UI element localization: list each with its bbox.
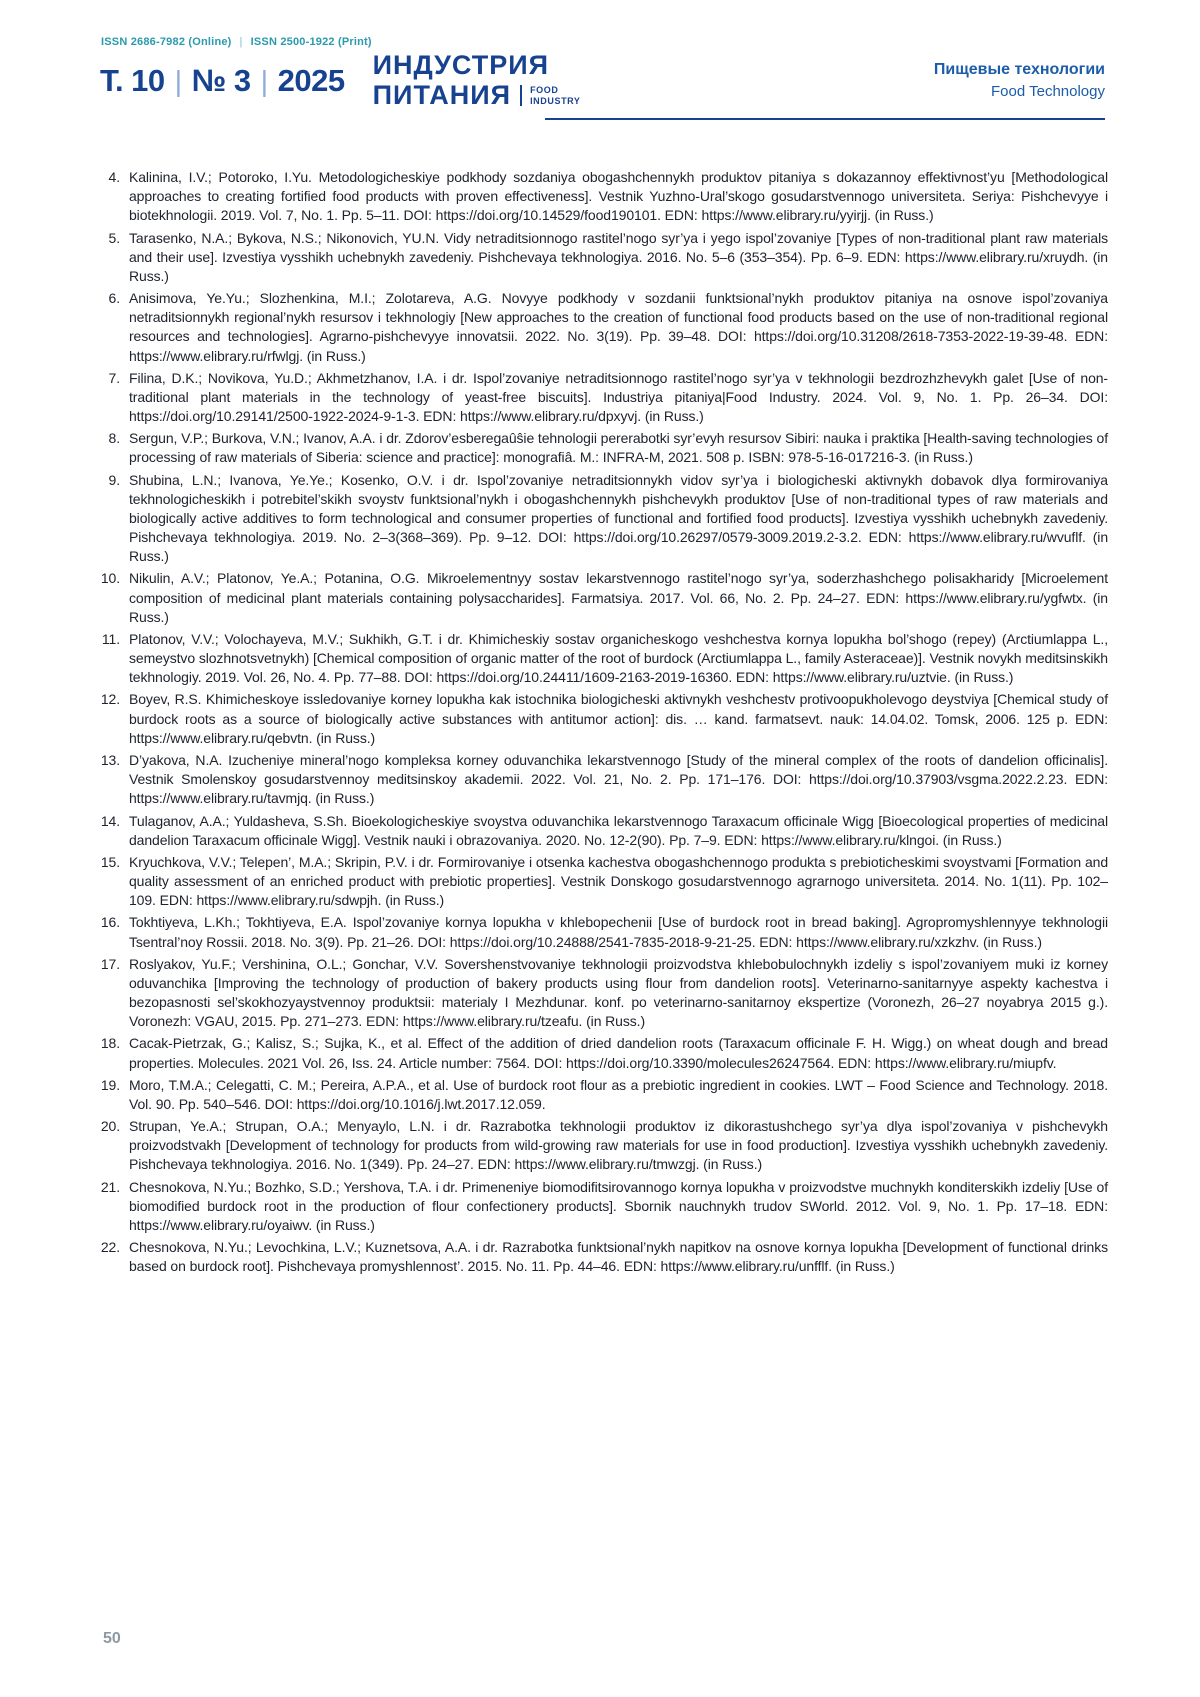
reference-item bbox=[100, 853, 1108, 911]
reference-text: Roslyakov, Yu.F.; Vershinina, O.L.; Gonchar, V.V. Sovershenstvovaniye tekhnologii proizvodstva khlebobulochnykh izdeliy s ispol’zovaniyem muki iz korney oduvanchika [Improving the technology of production of bakery products using flour from dandelion roots]. Veterinarno-sanitarnyye aspekty kachestva i bezopasnosti sel’skokhozyaystvennoy produktsii: materialy I Mezhdunar. konf. po veterinarno-sanitarnoy ekspertize (Voronezh, 26–27 noyabrya 2015 g.). Voronezh: VGAU, 2015. Pp. 271–273. EDN: https://www.elibrary.ru/tzeafu. (in Russ.) bbox=[129, 955, 1108, 1030]
reference-item bbox=[100, 168, 1108, 226]
issn-line bbox=[101, 36, 372, 48]
reference-number: 14. bbox=[100, 812, 120, 829]
reference-number: 11. bbox=[101, 630, 120, 647]
section-label bbox=[934, 61, 1105, 100]
reference-number: 18. bbox=[100, 1035, 120, 1052]
reference-item bbox=[100, 1076, 1108, 1114]
reference-text: D’yakova, N.A. Izucheniye mineral’nogo kompleksa korney oduvanchika lekarstvennogo [Study of the mineral complex of the roots of dandelion officinalis]. Vestnik Smolenskoy gosudarstvennoy meditsinskoy akademii. 2022. Vol. 21, No. 2. Pp. 171–176. DOI: https://doi.org/10.37903/vsgma.2022.2.23. EDN: https://www.elibrary.ru/tavmjq. (in Russ.) bbox=[129, 751, 1108, 807]
volume-label: Т. 10 bbox=[100, 62, 165, 98]
issn-divider: | bbox=[239, 36, 243, 48]
page-header bbox=[100, 52, 1105, 109]
reference-item bbox=[100, 913, 1108, 951]
issn-print: ISSN 2500-1922 (Print) bbox=[250, 36, 372, 48]
reference-text: Filina, D.K.; Novikova, Yu.D.; Akhmetzhanov, I.A. i dr. Ispol’zovaniye netraditsionnogo rastitel’nogo syr’ya v tekhnologii bezdrozhzhevykh galet [Use of non-traditional plant materials in the technology of yeast-free biscuits]. Industriya pitaniya|Food Industry. 2024. Vol. 9, No. 1. Pp. 26–34. DOI: https://doi.org/10.29141/2500-1922-2024-9-1-3. EDN: https://www.elibrary.ru/dpxyvj. (in Russ.) bbox=[129, 369, 1108, 425]
reference-number: 20. bbox=[100, 1118, 120, 1135]
reference-text: Chesnokova, N.Yu.; Bozhko, S.D.; Yershova, T.A. i dr. Primeneniye biomodifitsirovannogo kornya lopukha v proizvodstve muchnykh konditerskikh izdeliy [Use of biomodified burdock root in the production of flour confectionery products]. Sbornik nauchnykh trudov SWorld. 2012. Vol. 9, No. 1. Pp. 17–18. EDN: https://www.elibrary.ru/oyaiwv. (in Russ.) bbox=[129, 1178, 1108, 1233]
reference-item bbox=[100, 955, 1108, 1032]
reference-text: Sergun, V.P.; Burkova, V.N.; Ivanov, A.A. i dr. Zdorov’esberegaûŝie tehnologii pererabotki syr’evyh resursov Sibiri: nauka i praktika [Health-saving technologies of processing of raw materials of Siberia: science and practice]: monografiâ. M.: INFRA-M, 2021. 508 p. ISBN: 978-5-16-017216-3. (in Russ.) bbox=[129, 430, 1108, 466]
reference-number: 6. bbox=[108, 290, 120, 307]
reference-item bbox=[100, 1238, 1108, 1276]
journal-title-ru-line2: ПИТАНИЯ bbox=[372, 80, 512, 110]
volume-divider-icon: | bbox=[174, 65, 182, 98]
reference-number: 8. bbox=[108, 430, 120, 447]
reference-item bbox=[100, 1034, 1108, 1072]
reference-item bbox=[100, 289, 1108, 366]
journal-title bbox=[373, 52, 581, 109]
reference-number: 9. bbox=[108, 471, 120, 488]
reference-item bbox=[100, 1117, 1108, 1175]
reference-text: Kryuchkova, V.V.; Telepen’, M.A.; Skripin, P.V. i dr. Formirovaniye i otsenka kachestva obogashchennogo produkta s prebioticheskimi svoystvami [Formation and quality assessment of an enriched product with prebiotic properties]. Vestnik Donskogo gosudarstvennogo agrarnogo universiteta. 2014. No. 1(11). Pp. 102–109. EDN: https://www.elibrary.ru/sdwpjh. (in Russ.) bbox=[129, 853, 1108, 909]
reference-item bbox=[100, 429, 1108, 467]
reference-number: 12. bbox=[100, 691, 120, 708]
reference-text: Nikulin, A.V.; Platonov, Ye.A.; Potanina, O.G. Mikroelementnyy sostav lekarstvennogo rastitel’nogo syr’ya, soderzhashchego polisakharidy [Microelement composition of medicinal plant materials containing polysaccharides]. Farmatsiya. 2017. Vol. 66, No. 2. Pp. 24–27. EDN: https://www.elibrary.ru/ygfwtx. (in Russ.) bbox=[129, 570, 1108, 625]
page-number: 50 bbox=[103, 1630, 121, 1647]
reference-item bbox=[100, 1178, 1108, 1236]
reference-text: Anisimova, Ye.Yu.; Slozhenkina, M.I.; Zolotareva, A.G. Novyye podkhody v sozdanii funktsional’nykh produktov pitaniya na osnove ispol’zovaniya netraditsionnykh regional’nykh resursov i tekhnologiy [New approaches to the creation of functional food products based on the use of non-traditional regional resources and technologies]. Agrarno-pishchevyye innovatsii. 2022. No. 3(19). Pp. 39–48. DOI: https://doi.org/10.31208/2618-7353-2022-19-39-48. EDN: https://www.elibrary.ru/rfwlgj. (in Russ.) bbox=[129, 290, 1108, 364]
reference-number: 5. bbox=[108, 229, 120, 246]
reference-number: 15. bbox=[100, 853, 120, 870]
reference-number: 4. bbox=[108, 169, 120, 185]
reference-item bbox=[100, 569, 1108, 627]
reference-item bbox=[100, 471, 1108, 567]
issue-divider-icon: | bbox=[260, 65, 268, 98]
journal-title-en-line2: INDUSTRY bbox=[530, 95, 581, 106]
reference-number: 16. bbox=[100, 914, 120, 931]
reference-text: Platonov, V.V.; Volochayeva, M.V.; Sukhikh, G.T. i dr. Khimicheskiy sostav organicheskogo veshchestva kornya lopukha bol’shogo (repey) (Arctiumlappa L., semeystvo slozhnotsvetnykh) [Chemical composition of organic matter of the root of burdock (Arctiumlappa L., family Asteraceae)]. Vestnik novykh meditsinskikh tekhnologiy. 2019. Vol. 26, No. 4. Pp. 77–88. DOI: https://doi.org/10.24411/1609-2163-2019-16360. EDN: https://www.elibrary.ru/uztvie. (in Russ.) bbox=[129, 630, 1108, 686]
reference-number: 13. bbox=[100, 751, 120, 768]
reference-text: Shubina, L.N.; Ivanova, Ye.Ye.; Kosenko, O.V. i dr. Ispol’zovaniye netraditsionnykh vidov syr’ya i biologicheski aktivnykh dobavok dlya formirovaniya tekhnologicheskikh i potrebitel’skikh svoystv funktsional’nykh i obogashchennykh pishchevykh produktov [Use of non-traditional types of raw materials and biologically active additives to form technological and consumer properties of functional and fortified food products]. Izvestiya vysshikh uchebnykh zavedeniy. Pishchevaya tekhnologiya. 2019. No. 2–3(368–369). Pp. 9–12. DOI: https://doi.org/10.26297/0579-3009.2019.2-3.2. EDN: https://www.elibrary.ru/wvuflf. (in Russ.) bbox=[129, 471, 1108, 565]
reference-text: Tulaganov, A.A.; Yuldasheva, S.Sh. Bioekologicheskiye svoystva oduvanchika lekarstvennogo Taraxacum officinale Wigg [Bioecological properties of medicinal dandelion Taraxacum officinale Wigg]. Vestnik nauki i obrazovaniya. 2020. No. 12-2(90). Pp. 7–9. EDN: https://www.elibrary.ru/klngoi. (in Russ.) bbox=[129, 812, 1108, 848]
reference-number: 7. bbox=[108, 369, 120, 386]
reference-text: Strupan, Ye.A.; Strupan, O.A.; Menyaylo, L.N. i dr. Razrabotka tekhnologii produktov iz dikorastushchego syr’ya dlya ispol’zovaniya v pishchevykh proizvodstvakh [Development of technology for products from wild-growing raw materials for use in food production]. Izvestiya vysshikh uchebnykh zavedeniy. Pishchevaya tekhnologiya. 2016. No. 1(349). Pp. 24–27. EDN: https://www.elibrary.ru/tmwzgj. (in Russ.) bbox=[129, 1118, 1108, 1173]
reference-text: Boyev, R.S. Khimicheskoye issledovaniye korney lopukha kak istochnika biologicheski aktivnykh veshchestv protivoopukholevogo deystviya [Chemical study of burdock roots as a source of biologically active substances with antitumor action]: dis. … kand. farmatsevt. nauk: 14.04.02. Tomsk, 2006. 125 p. EDN: https://www.elibrary.ru/qebvtn. (in Russ.) bbox=[129, 691, 1108, 746]
reference-text: Tarasenko, N.A.; Bykova, N.S.; Nikonovich, YU.N. Vidy netraditsionnogo rastitel’nogo syr’ya i yego ispol’zovaniye [Types of non-traditional plant raw materials and their use]. Izvestiya vysshikh uchebnykh zavedeniy. Pishchevaya tekhnologiya. 2016. No. 5–6 (353–354). Pp. 6–9. EDN: https://www.elibrary.ru/xruydh. (in Russ.) bbox=[129, 229, 1108, 284]
reference-number: 19. bbox=[100, 1076, 120, 1093]
reference-text: Chesnokova, N.Yu.; Levochkina, L.V.; Kuznetsova, A.A. i dr. Razrabotka funktsional’nykh napitkov na osnove kornya lopukha [Development of functional drinks based on burdock root]. Pishchevaya promyshlennost’. 2015. No. 11. Pp. 44–46. EDN: https://www.elibrary.ru/unfflf. (in Russ.) bbox=[129, 1239, 1108, 1275]
references-list bbox=[100, 168, 1108, 1279]
volume-issue-year bbox=[100, 63, 345, 99]
reference-number: 22. bbox=[100, 1239, 120, 1256]
journal-title-ru-line1: ИНДУСТРИЯ bbox=[372, 50, 550, 80]
reference-number: 17. bbox=[100, 955, 120, 972]
reference-item bbox=[100, 751, 1108, 809]
issue-label: № 3 bbox=[191, 62, 251, 98]
issn-online: ISSN 2686-7982 (Online) bbox=[101, 36, 232, 48]
section-title-ru: Пищевые технологии bbox=[933, 61, 1105, 78]
reference-item bbox=[100, 690, 1108, 748]
reference-text: Tokhtiyeva, L.Kh.; Tokhtiyeva, E.A. Ispol’zovaniye kornya lopukha v khlebopechenii [Use of burdock root in bread baking]. Agropromyshlennyye tekhnologii Tsentral’noy Rossii. 2018. No. 3(9). Pp. 21–26. DOI: https://doi.org/10.24888/2541-7835-2018-9-21-25. EDN: https://www.elibrary.ru/xzkzhv. (in Russ.) bbox=[129, 914, 1108, 950]
reference-item bbox=[100, 229, 1108, 287]
reference-item bbox=[100, 369, 1108, 427]
reference-number: 21. bbox=[100, 1178, 120, 1195]
journal-title-en-line1: FOOD bbox=[530, 84, 559, 95]
reference-text: Kalinina, I.V.; Potoroko, I.Yu. Metodologicheskiye podkhody sozdaniya obogashchennykh produktov pitaniya s dokazannoy effektivnost’yu [Methodological approaches to creating fortified food products with proven effectiveness]. Vestnik Yuzhno-Ural’skogo gosudarstvennogo universiteta. Seriya: Pishchevyye i biotekhnologii. 2019. Vol. 7, No. 1. Pp. 5–11. DOI: https://doi.org/10.14529/food190101. EDN: https://www.elibrary.ru/yyirjj. (in Russ.) bbox=[129, 169, 1108, 224]
journal-title-en bbox=[520, 85, 580, 107]
header-rule bbox=[545, 118, 1105, 120]
reference-number: 10. bbox=[100, 570, 120, 587]
reference-text: Moro, T.M.A.; Celegatti, C. M.; Pereira, A.P.A., et al. Use of burdock root flour as a prebiotic ingredient in cookies. LWT – Food Science and Technology. 2018. Vol. 90. Pp. 540–546. DOI: https://doi.org/10.1016/j.lwt.2017.12.059. bbox=[129, 1076, 1108, 1112]
reference-item bbox=[100, 630, 1108, 688]
section-title-en: Food Technology bbox=[991, 83, 1105, 100]
reference-text: Cacak-Pietrzak, G.; Kalisz, S.; Sujka, K., et al. Effect of the addition of dried dandelion roots (Taraxacum officinale F. H. Wigg.) on wheat dough and bread properties. Molecules. 2021 Vol. 26, Iss. 24. Article number: 7564. DOI: https://doi.org/10.3390/molecules26247564. EDN: https://www.elibrary.ru/miupfv. bbox=[129, 1035, 1108, 1071]
reference-item bbox=[100, 812, 1108, 850]
year-label: 2025 bbox=[277, 62, 345, 98]
